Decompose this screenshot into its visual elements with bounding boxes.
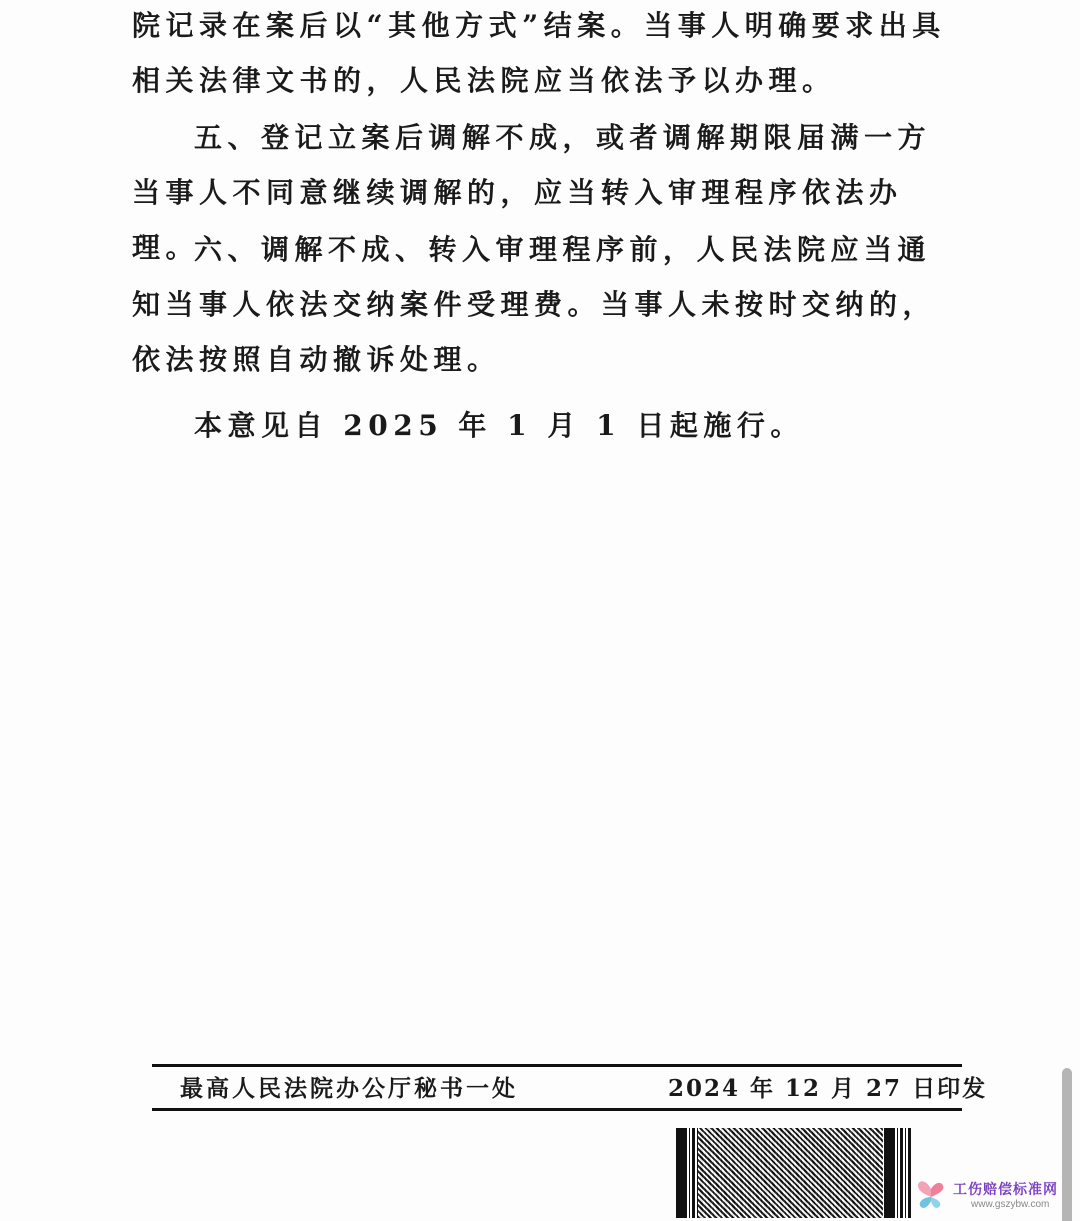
- footer-issue-date: 2024 年 12 月 27 日印发: [668, 1075, 988, 1102]
- paragraph-item-5: 五、登记立案后调解不成，或者调解期限届满一方当事人不同意继续调解的，应当转入审理程序依法办理。: [132, 121, 932, 264]
- paragraph-effective-date: 本意见自 2025 年 1 月 1 日起施行。: [194, 409, 804, 442]
- site-watermark: [915, 1175, 1075, 1220]
- footer-issuer: 最高人民法院办公厅秘书一处: [180, 1075, 518, 1102]
- footer-bottom-rule: [152, 1108, 962, 1111]
- barcode-pattern: [698, 1128, 883, 1218]
- barcode-stop-bar-thin: [900, 1128, 903, 1218]
- footer-top-rule: [152, 1064, 962, 1067]
- butterfly-heart-logo-icon: [915, 1175, 947, 1211]
- paragraph-item-6: 六、调解不成、转入审理程序前，人民法院应当通知当事人依法交纳案件受理费。当事人未按时交纳的，依法按照自动撤诉处理。: [132, 233, 937, 376]
- watermark-title: 工伤赔偿标准网: [953, 1182, 1058, 1198]
- barcode-stop-bar: [885, 1128, 893, 1218]
- paragraph-closing-case: 院记录在案后以“其他方式”结案。当事人明确要求出具相关法律文书的，人民法院应当依法予以办理。: [132, 9, 946, 97]
- watermark-url: www.gszybw.com: [971, 1199, 1050, 1210]
- vertical-scrollbar[interactable]: [1062, 1068, 1072, 1221]
- pdf417-barcode: [676, 1128, 911, 1218]
- barcode-start-bar: [676, 1128, 686, 1218]
